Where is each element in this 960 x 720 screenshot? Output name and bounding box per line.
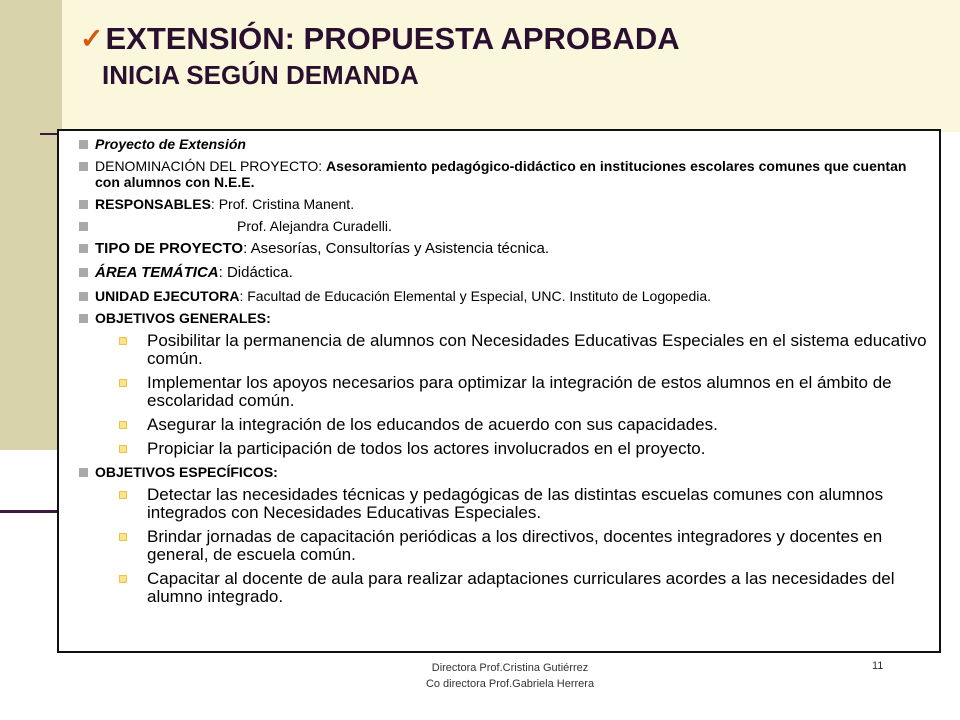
footer-codirector: Co directora Prof.Gabriela Herrera <box>425 678 595 690</box>
bullet-icon <box>79 244 88 253</box>
bullet-icon <box>79 292 88 301</box>
footer-director: Directora Prof.Cristina Gutiérrez <box>431 662 589 674</box>
sub-bullet-icon <box>119 379 127 387</box>
checkmark-icon: ✓ <box>80 23 104 54</box>
bullet-icon <box>79 468 88 477</box>
sub-bullet-icon <box>119 575 127 583</box>
list-item: DENOMINACIÓN DEL PROYECTO: Asesoramiento pedagógico-didáctico en instituciones escolares comunes que cuentan con alumnos con N.E.E. <box>79 158 929 190</box>
title-line-2: INICIA SEGÚN DEMANDA <box>102 60 419 90</box>
list-item: TIPO DE PROYECTO: Asesorías, Consultorías y Asistencia técnica. <box>79 240 929 258</box>
list-item: UNIDAD EJECUTORA: Facultad de Educación Elemental y Especial, UNC. Instituto de Logopedia. <box>79 288 929 304</box>
decorative-line <box>0 510 60 513</box>
content-box <box>57 129 941 653</box>
sub-list-item: Capacitar al docente de aula para realizar adaptaciones curriculares acordes a las necesidades del alumno integrado. <box>79 570 929 606</box>
bullet-icon <box>79 314 88 323</box>
list-item: Proyecto de Extensión <box>79 136 929 152</box>
left-decorative-strip <box>0 0 62 450</box>
sub-list-item: Posibilitar la permanencia de alumnos con Necesidades Educativas Especiales en el sistema educativo común. <box>79 332 929 368</box>
sub-list-item: Implementar los apoyos necesarios para optimizar la integración de estos alumnos en el ámbito de escolaridad común. <box>79 374 929 410</box>
sub-list-item: Asegurar la integración de los educandos de acuerdo con sus capacidades. <box>79 416 929 434</box>
sub-list-item: Propiciar la participación de todos los actores involucrados en el proyecto. <box>79 440 929 458</box>
bullet-icon <box>79 268 88 277</box>
list-item: RESPONSABLES: Prof. Cristina Manent. <box>79 196 929 212</box>
sub-bullet-icon <box>119 533 127 541</box>
sub-bullet-icon <box>119 491 127 499</box>
bullet-icon <box>79 140 88 149</box>
sub-list-item: Detectar las necesidades técnicas y pedagógicas de las distintas escuelas comunes con alumnos integrados con Necesidades Educativas Especiales. <box>79 486 929 522</box>
bullet-icon <box>79 162 88 171</box>
sub-bullet-icon <box>119 421 127 429</box>
sub-bullet-icon <box>119 337 127 345</box>
sub-bullet-icon <box>119 445 127 453</box>
slide-title <box>80 20 940 92</box>
decorative-line <box>40 133 58 135</box>
list-item: OBJETIVOS GENERALES: <box>79 310 929 326</box>
title-line-1: EXTENSIÓN: PROPUESTA APROBADA <box>105 21 680 56</box>
bullet-list <box>79 136 929 612</box>
list-item: ÁREA TEMÁTICA: Didáctica. <box>79 264 929 282</box>
list-item: OBJETIVOS ESPECÍFICOS: <box>79 464 929 480</box>
bullet-icon <box>79 222 88 231</box>
page-number: 11 <box>872 660 884 672</box>
sub-list-item: Brindar jornadas de capacitación periódicas a los directivos, docentes integradores y docentes en general, de escuela común. <box>79 528 929 564</box>
list-item: Prof. Alejandra Curadelli. <box>79 218 929 234</box>
footer <box>360 660 660 692</box>
bullet-icon <box>79 200 88 209</box>
